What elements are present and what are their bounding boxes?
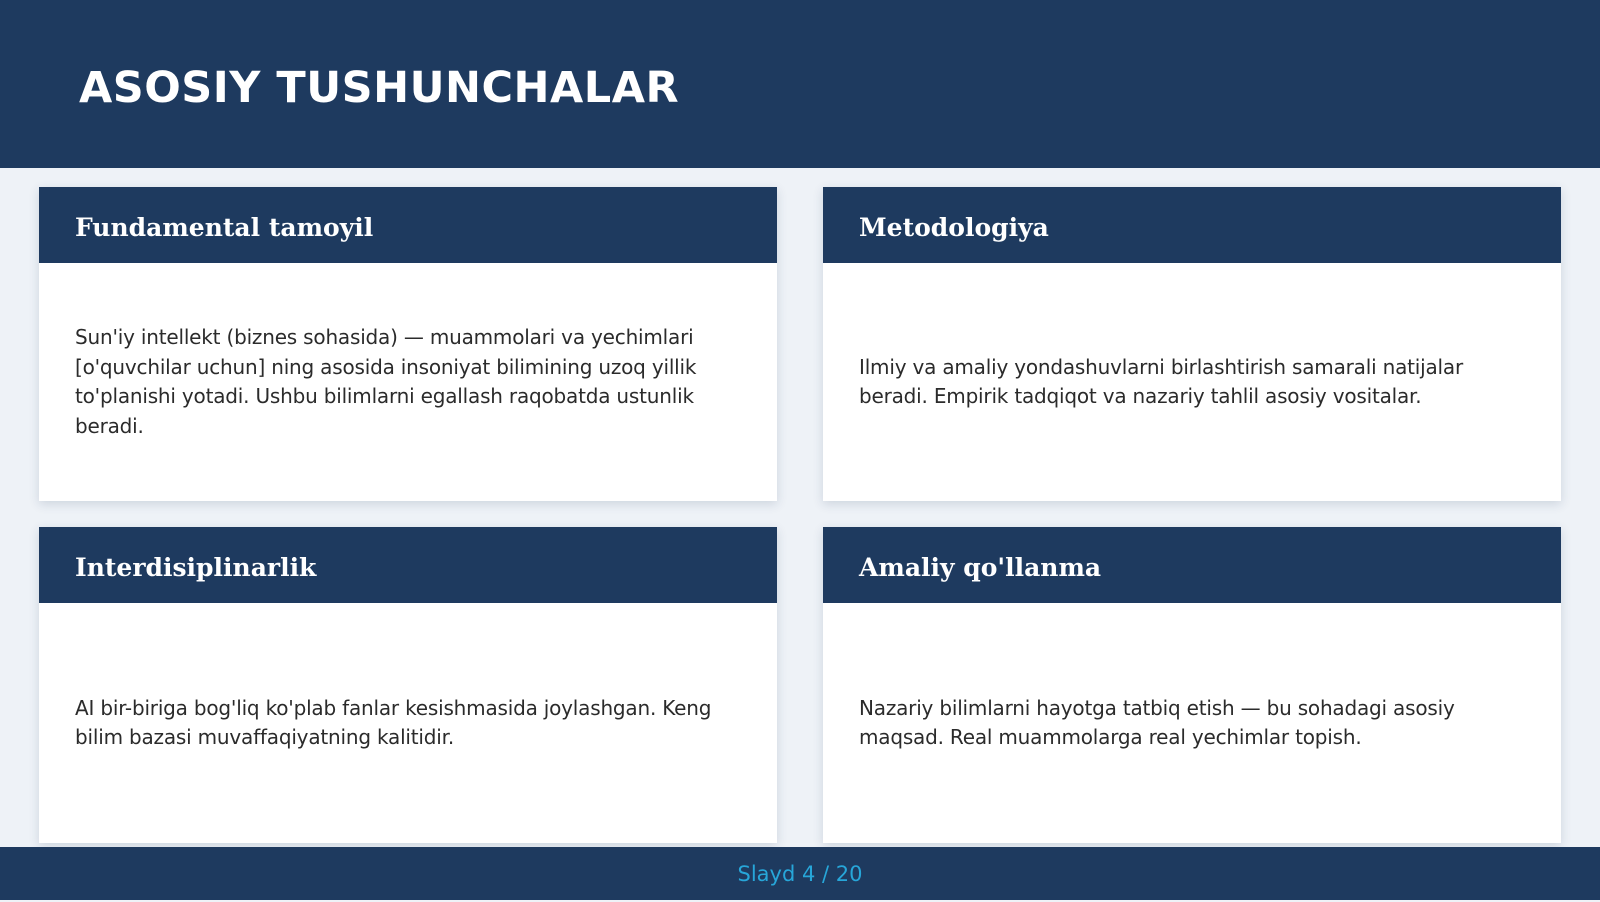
- slide-title: ASOSIY TUSHUNCHALAR: [79, 63, 680, 113]
- slide-footer: [0, 847, 1600, 900]
- concept-card-methodology: [823, 187, 1561, 501]
- card-text: Ilmiy va amaliy yondashuvlarni birlashtirish samarali natijalar beradi. Empirik tadqiqot va nazariy tahlil asosiy vositalar.: [859, 354, 1463, 408]
- card-header: [39, 187, 777, 263]
- slide-header: [0, 0, 1600, 168]
- card-body: [39, 263, 777, 501]
- card-text: AI bir-biriga bog'liq ko'plab fanlar kesishmasida joylashgan. Keng bilim bazasi muvaffaqiyatning kalitidir.: [75, 695, 712, 749]
- concept-card-interdisciplinary: [39, 527, 777, 843]
- concept-card-fundamental: [39, 187, 777, 501]
- card-header: [39, 527, 777, 603]
- card-title: Amaliy qo'llanma: [859, 553, 1102, 582]
- card-title: Fundamental tamoyil: [75, 213, 374, 242]
- card-header: [823, 187, 1561, 263]
- card-header: [823, 527, 1561, 603]
- card-text: Sun'iy intellekt (biznes sohasida) — muammolari va yechimlari [o'quvchilar uchun] ning asosida insoniyat bilimining uzoq yillik to'planishi yotadi. Ushbu bilimlarni egallash raqobatda ustunlik beradi.: [75, 325, 697, 438]
- card-body: [39, 603, 777, 843]
- card-body: [823, 263, 1561, 501]
- card-title: Metodologiya: [859, 213, 1049, 242]
- slide-counter: Slayd 4 / 20: [737, 862, 863, 886]
- card-title: Interdisiplinarlik: [75, 553, 317, 582]
- card-text: Nazariy bilimlarni hayotga tatbiq etish — bu sohadagi asosiy maqsad. Real muammolarga real yechimlar topish.: [859, 695, 1455, 749]
- concept-card-practical: [823, 527, 1561, 843]
- card-body: [823, 603, 1561, 843]
